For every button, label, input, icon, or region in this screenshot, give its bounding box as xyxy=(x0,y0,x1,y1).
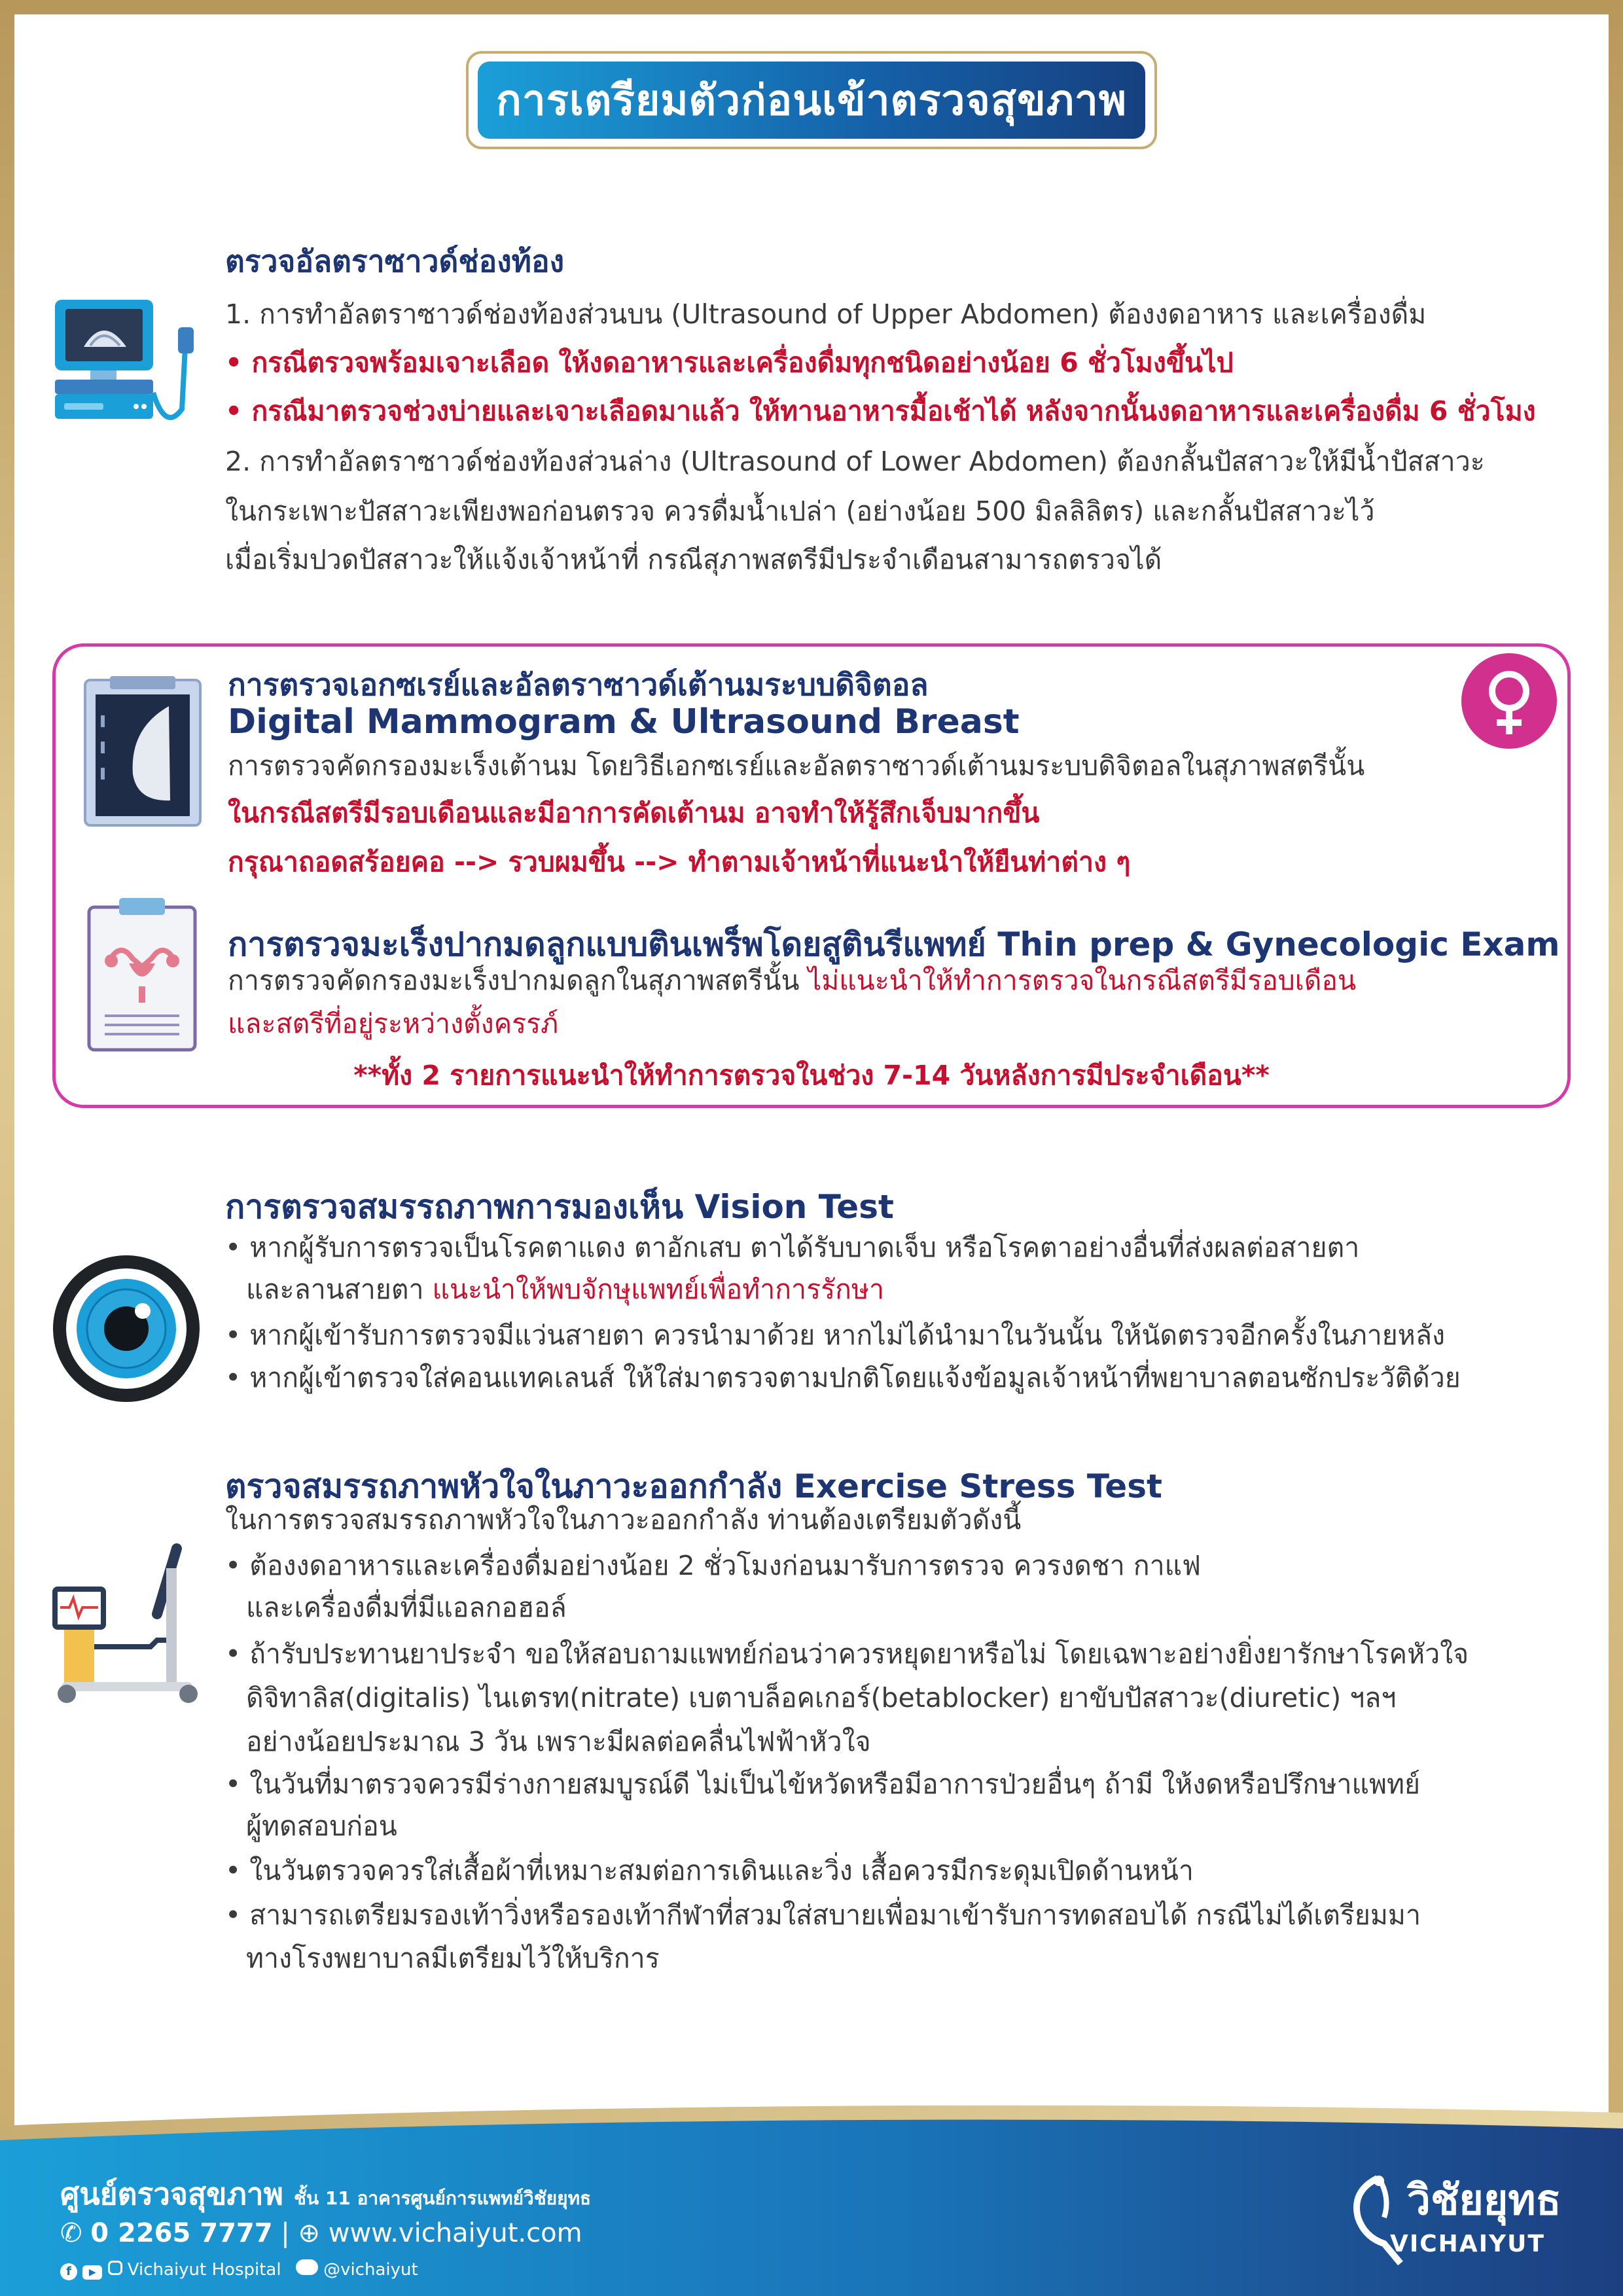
footer-social-name[interactable]: Vichaiyut Hospital xyxy=(127,2260,281,2280)
gyne-note: **ทั้ง 2 รายการแนะนำให้ทำการตรวจในช่วง 7-14 วันหลังการมีประจำเดือน** xyxy=(353,1060,1270,1091)
vision-line-2-b: แนะนำให้พบจักษุแพทย์เพื่อทำการรักษา xyxy=(432,1274,884,1305)
phone-icon: ✆ xyxy=(60,2218,82,2248)
brand-name-en: VICHAIYUT xyxy=(1390,2231,1545,2257)
exercise-line-9: • สามารถเตรียมรองเท้าวิ่งหรือรองเท้ากีฬาที่สวมใส่สบายเพื่อมาเข้ารับการทดสอบได้ กรณีไม่ได้เตรียมมา xyxy=(225,1899,1421,1931)
vision-line-4: • หากผู้เข้าตรวจใส่คอนแทคเลนส์ ให้ใส่มาตรวจตามปกติโดยแจ้งข้อมูลเจ้าหน้าที่พยาบาลตอนซักประวัติด้วย xyxy=(225,1362,1461,1393)
vision-line-1: • หากผู้รับการตรวจเป็นโรคตาแดง ตาอักเสบ ตาได้รับบาดเจ็บ หรือโรคตาอย่างอื่นที่ส่งผลต่อสายตา xyxy=(225,1232,1360,1263)
vision-line-2-a: และลานสายตา xyxy=(246,1274,424,1305)
line-app-icon[interactable] xyxy=(296,2259,318,2275)
exercise-line-6: • ในวันที่มาตรวจควรมีร่างกายสมบูรณ์ดี ไม่เป็นไข้หวัดหรือมีอาการป่วยอื่นๆ ถ้ามี ให้งดหรือปรึกษาแพทย์ xyxy=(225,1768,1421,1800)
footer-contact xyxy=(60,2217,582,2249)
exercise-line-8: • ในวันตรวจควรใส่เสื้อผ้าที่เหมาะสมต่อการเดินและวิ่ง เสื้อควรมีกระดุมเปิดด้านหน้า xyxy=(225,1855,1194,1886)
gyne-line-1 xyxy=(228,965,1356,996)
page-title-banner xyxy=(478,62,1145,139)
footer-website[interactable]: www.vichaiyut.com xyxy=(328,2218,582,2248)
gyne-title xyxy=(228,919,1560,971)
footer-separator: | xyxy=(281,2218,298,2248)
vision-title: การตรวจสมรรถภาพการมองเห็น Vision Test xyxy=(225,1188,894,1226)
gyne-line-1-a: การตรวจคัดกรองมะเร็งปากมดลูกในสุภาพสตรีนั้น xyxy=(228,965,800,996)
eye-icon xyxy=(51,1253,202,1404)
vision-line-3: • หากผู้เข้ารับการตรวจมีแว่นสายตา ควรนำมาด้วย หากไม่ได้นำมาในวันนั้น ให้นัดตรวจอีกครั้งในภายหลัง xyxy=(225,1319,1445,1351)
gyne-title-en: Thin prep & Gynecologic Exam xyxy=(997,925,1560,963)
instagram-icon[interactable] xyxy=(108,2261,122,2275)
exercise-line-5: อย่างน้อยประมาณ 3 วัน เพราะมีผลต่อคลื่นไฟฟ้าหัวใจ xyxy=(246,1726,871,1757)
exercise-line-2: และเครื่องดื่มที่มีแอลกอฮอล์ xyxy=(246,1592,567,1623)
exercise-title: ตรวจสมรรถภาพหัวใจในภาวะออกกำลัง Exercise Stress Test xyxy=(225,1467,1162,1505)
page-title: การเตรียมตัวก่อนเข้าตรวจสุขภาพ xyxy=(495,77,1128,125)
exercise-line-7: ผู้ทดสอบก่อน xyxy=(246,1810,397,1842)
mammogram-title-en: Digital Mammogram & Ultrasound Breast xyxy=(228,702,1020,742)
ultrasound-machine-icon xyxy=(51,295,202,445)
ultrasound-line-4: 2. การทำอัลตราซาวด์ช่องท้องส่วนล่าง (Ultrasound of Lower Abdomen) ต้องกลั้นปัสสาวะให้มีน้ำปัสสาวะ xyxy=(225,446,1485,477)
ultrasound-line-2: • กรณีตรวจพร้อมเจาะเลือด ให้งดอาหารและเครื่องดื่มทุกชนิดอย่างน้อย 6 ชั่วโมงขึ้นไป xyxy=(225,347,1234,378)
exercise-line-4: ดิจิทาลิส(digitalis) ไนเตรท(nitrate) เบตาบล็อคเกอร์(betablocker) ยาขับปัสสาวะ(diuretic) ฯลฯ xyxy=(246,1682,1397,1713)
mammogram-line-3: กรุณาถอดสร้อยคอ --> รวบผมขึ้น --> ทำตามเจ้าหน้าที่แนะนำให้ยืนท่าต่าง ๆ xyxy=(228,846,1131,878)
treadmill-icon xyxy=(52,1542,204,1704)
exercise-line-1: • ต้องงดอาหารและเครื่องดื่มอย่างน้อย 2 ชั่วโมงก่อนมารับการตรวจ ควรงดชา กาแฟ xyxy=(225,1550,1202,1581)
mammogram-title-th: การตรวจเอกซเรย์และอัลตราซาวด์เต้านมระบบดิจิตอล xyxy=(228,667,929,702)
mammogram-line-1: การตรวจคัดกรองมะเร็งเต้านม โดยวิธีเอกซเรย์และอัลตราซาวด์เต้านมระบบดิจิตอลในสุภาพสตรีนั้น xyxy=(228,750,1365,781)
ultrasound-line-3: • กรณีมาตรวจช่วงบ่ายและเจาะเลือดมาแล้ว ให้ทานอาหารมื้อเช้าได้ หลังจากนั้นงดอาหารและเครื่องดื่ม 6 ชั่วโมง xyxy=(225,395,1536,427)
uterus-clipboard-icon xyxy=(86,898,198,1052)
exercise-intro: ในการตรวจสมรรถภาพหัวใจในภาวะออกกำลัง ท่านต้องเตรียมตัวดังนี้ xyxy=(225,1504,1022,1535)
mammogram-line-2: ในกรณีสตรีมีรอบเดือนและมีอาการคัดเต้านม อาจทำให้รู้สึกเจ็บมากขึ้น xyxy=(228,797,1040,829)
footer-phone: 0 2265 7777 xyxy=(90,2218,273,2248)
gyne-title-th: การตรวจมะเร็งปากมดลูกแบบตินเพร็พโดยสูตินรีแพทย์ xyxy=(228,925,986,963)
ultrasound-line-5: ในกระเพาะปัสสาวะเพียงพอก่อนตรวจ ควรดื่มน้ำเปล่า (อย่างน้อย 500 มิลลิลิตร) และกลั้นปัสสาวะไว้ xyxy=(225,495,1375,527)
footer-location: ชั้น 11 อาคารศูนย์การแพทย์วิชัยยุทธ xyxy=(293,2187,592,2209)
gyne-line-2: และสตรีที่อยู่ระหว่างตั้งครรภ์ xyxy=(228,1008,559,1039)
page-title-box xyxy=(466,51,1157,149)
exercise-line-10: ทางโรงพยาบาลมีเตรียมไว้ให้บริการ xyxy=(246,1943,660,1974)
ultrasound-line-1: 1. การทำอัลตราซาวด์ช่องท้องส่วนบน (Ultrasound of Upper Abdomen) ต้องงดอาหาร และเครื่องดื่ม xyxy=(225,298,1427,330)
footer-social xyxy=(60,2254,418,2286)
mammogram-xray-icon xyxy=(84,676,202,828)
footer-center-name xyxy=(60,2178,591,2214)
globe-icon: ⊕ xyxy=(298,2218,321,2248)
youtube-icon[interactable]: ▶ xyxy=(82,2265,102,2280)
exercise-line-3: • ถ้ารับประทานยาประจำ ขอให้สอบถามแพทย์ก่อนว่าควรหยุดยาหรือไม่ โดยเฉพาะอย่างยิ่งยารักษาโรคหัวใจ xyxy=(225,1638,1469,1670)
vision-line-2 xyxy=(246,1274,884,1305)
facebook-icon[interactable]: f xyxy=(60,2263,77,2280)
ultrasound-title: ตรวจอัลตราซาวด์ช่องท้อง xyxy=(225,243,565,279)
footer-line-id[interactable]: @vichaiyut xyxy=(323,2260,418,2280)
gyne-line-1-b: ไม่แนะนำให้ทำการตรวจในกรณีสตรีมีรอบเดือน xyxy=(808,965,1357,996)
female-symbol-icon xyxy=(1461,653,1557,749)
footer-center-title: ศูนย์ตรวจสุขภาพ xyxy=(60,2176,283,2212)
brand-name-th: วิชัยยุทธ xyxy=(1407,2176,1561,2225)
ultrasound-line-6: เมื่อเริ่มปวดปัสสาวะให้แจ้งเจ้าหน้าที่ กรณีสุภาพสตรีมีประจำเดือนสามารถตรวจได้ xyxy=(225,544,1162,575)
